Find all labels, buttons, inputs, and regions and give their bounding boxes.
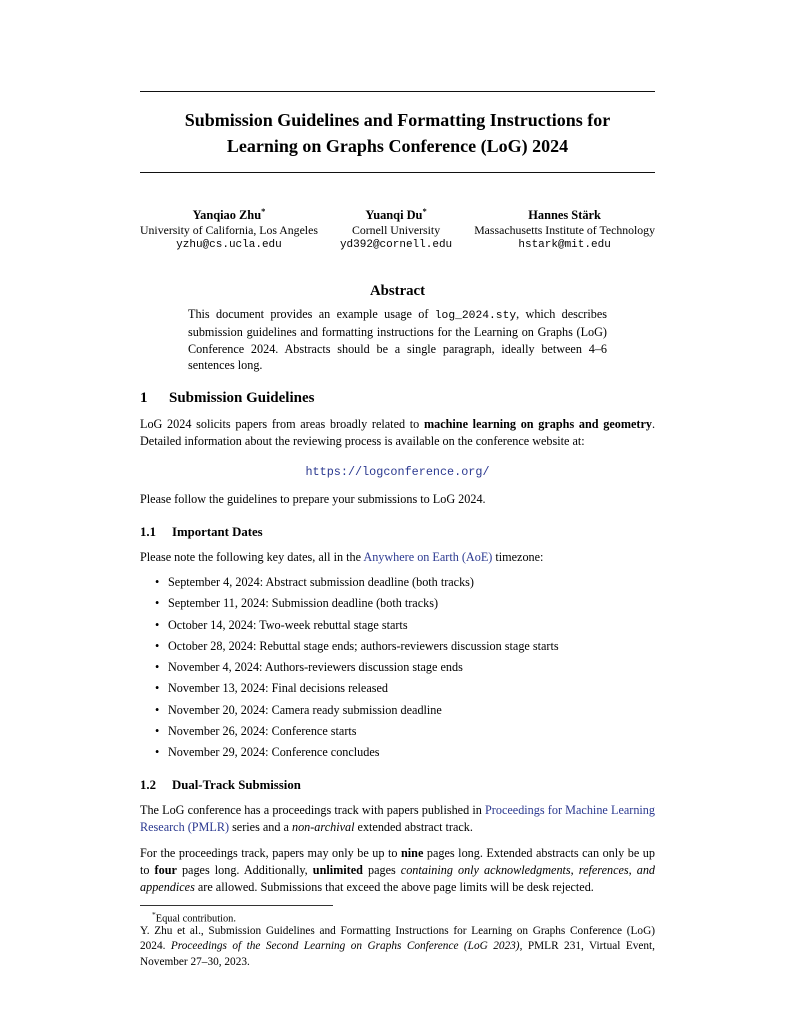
section-title: Dual-Track Submission <box>172 778 301 793</box>
footnote-mark: * <box>152 910 156 920</box>
list-item: • November 29, 2024: Conference concludes <box>140 744 655 761</box>
text-seg: timezone: <box>492 549 544 564</box>
text-seg: , PMLR 231, Virtual Event, November 27–30, 2023. <box>140 940 655 968</box>
footer-citation <box>140 924 655 970</box>
paper-title-line1: Submission Guidelines and Formatting Instructions for <box>184 110 611 130</box>
text-seg: LoG 2024 solicits papers from areas broadly related to <box>140 416 424 431</box>
text-seg: series and a <box>229 820 292 835</box>
aoe-timezone-link[interactable]: Anywhere on Earth (AoE) <box>363 549 493 564</box>
text-seg: For the proceedings track, papers may only be up to <box>140 846 402 861</box>
conference-website-link[interactable]: https://logconference.org/ <box>305 464 490 479</box>
bold-text: nine <box>401 846 424 861</box>
text-seg: Y. Zhu et al., Submission Guidelines and Formatting Instructions for Learning on Graphs Conference (LoG) 2024. <box>140 925 655 953</box>
text-seg: pages long. Additionally, <box>176 863 313 878</box>
author-name <box>474 203 655 223</box>
abstract-text <box>188 306 607 373</box>
list-item: • November 26, 2024: Conference starts <box>140 723 655 740</box>
pmlr-link[interactable]: Proceedings for Machine Learning Research (PMLR) <box>140 803 655 835</box>
section-1-1-heading <box>140 525 655 540</box>
italic-text: non-archival <box>291 820 355 835</box>
section-number: 1.2 <box>140 778 156 793</box>
author-email: yzhu@cs.ucla.edu <box>176 239 282 252</box>
list-item: • September 11, 2024: Submission deadline (both tracks) <box>140 595 655 612</box>
section-title: Submission Guidelines <box>169 389 315 406</box>
section-1-2-heading <box>140 778 655 793</box>
author-affiliation: University of California, Los Angeles <box>140 223 318 238</box>
text-seg: Please note the following key dates, all in the <box>140 549 364 564</box>
author-affiliation: Massachusetts Institute of Technology <box>474 223 655 238</box>
list-item: • October 14, 2024: Two-week rebuttal stage starts <box>140 617 655 634</box>
text-seg: extended abstract track. <box>354 820 473 835</box>
author-block <box>140 203 655 253</box>
paper-title-line2: Learning on Graphs Conference (LoG) 2024 <box>226 136 569 156</box>
text-seg: . Detailed information about the reviewing process is available on the conference website at: <box>140 416 656 448</box>
bold-text: unlimited <box>312 863 363 878</box>
author-1 <box>140 203 318 253</box>
italic-text: containing only acknowledgments, references, and appendices <box>140 863 656 895</box>
text-seg: are allowed. Submissions that exceed the above page limits will be desk rejected. <box>194 880 594 895</box>
paragraph <box>140 802 655 836</box>
author-name-text: Yuanqi Du <box>365 208 423 223</box>
text-seg: pages long. Extended abstracts can only be up to <box>140 846 655 878</box>
section-1-heading <box>140 390 655 407</box>
author-email: yd392@cornell.edu <box>339 239 453 252</box>
text-seg: pages <box>362 863 401 878</box>
abstract-code: log_2024.sty <box>434 310 517 323</box>
list-item: • November 20, 2024: Camera ready submission deadline <box>140 702 655 719</box>
author-2 <box>340 203 452 253</box>
paragraph <box>140 845 655 896</box>
paragraph <box>140 416 655 450</box>
section-number: 1 <box>140 389 148 406</box>
author-email: hstark@mit.edu <box>518 239 611 252</box>
author-3 <box>474 203 655 253</box>
abstract-seg: This document provides an example usage of <box>188 307 435 322</box>
footnote-rule <box>140 905 333 906</box>
author-mark: * <box>261 206 266 216</box>
abstract-seg: , which describes submission guidelines and formatting instructions for the Learning on Graphs (LoG) Conference 2024. Abstracts should be a single paragraph, ideally between 4–6 sentences long. <box>188 307 607 372</box>
list-item: • September 4, 2024: Abstract submission deadline (both tracks) <box>140 574 655 591</box>
author-name-text: Yanqiao Zhu <box>192 208 262 223</box>
abstract-heading: Abstract <box>369 283 426 300</box>
section-title: Important Dates <box>172 524 263 539</box>
italic-text: Proceedings of the Second Learning on Graphs Conference (LoG 2023) <box>170 940 520 953</box>
author-name-text: Hannes Stärk <box>528 208 601 223</box>
bold-text: four <box>154 863 177 878</box>
author-affiliation: Cornell University <box>351 223 441 238</box>
conference-link-row <box>140 462 655 480</box>
section-number: 1.1 <box>140 524 156 539</box>
paper-title <box>140 92 655 172</box>
paragraph: Please follow the guidelines to prepare your submissions to LoG 2024. <box>140 491 486 506</box>
list-item: • November 4, 2024: Authors-reviewers discussion stage ends <box>140 659 655 676</box>
important-dates-list <box>140 574 655 761</box>
text-seg: The LoG conference has a proceedings track with papers published in <box>140 803 486 818</box>
author-name <box>340 203 452 223</box>
author-name <box>140 203 318 223</box>
footnote-text: Equal contribution. <box>155 913 236 925</box>
list-item: • October 28, 2024: Rebuttal stage ends; authors-reviewers discussion stage starts <box>140 638 655 655</box>
list-item: • November 13, 2024: Final decisions released <box>140 680 655 697</box>
title-rule-bottom <box>140 172 655 173</box>
bold-text: machine learning on graphs and geometry <box>423 416 652 431</box>
paragraph <box>140 549 655 566</box>
author-mark: * <box>422 206 427 216</box>
